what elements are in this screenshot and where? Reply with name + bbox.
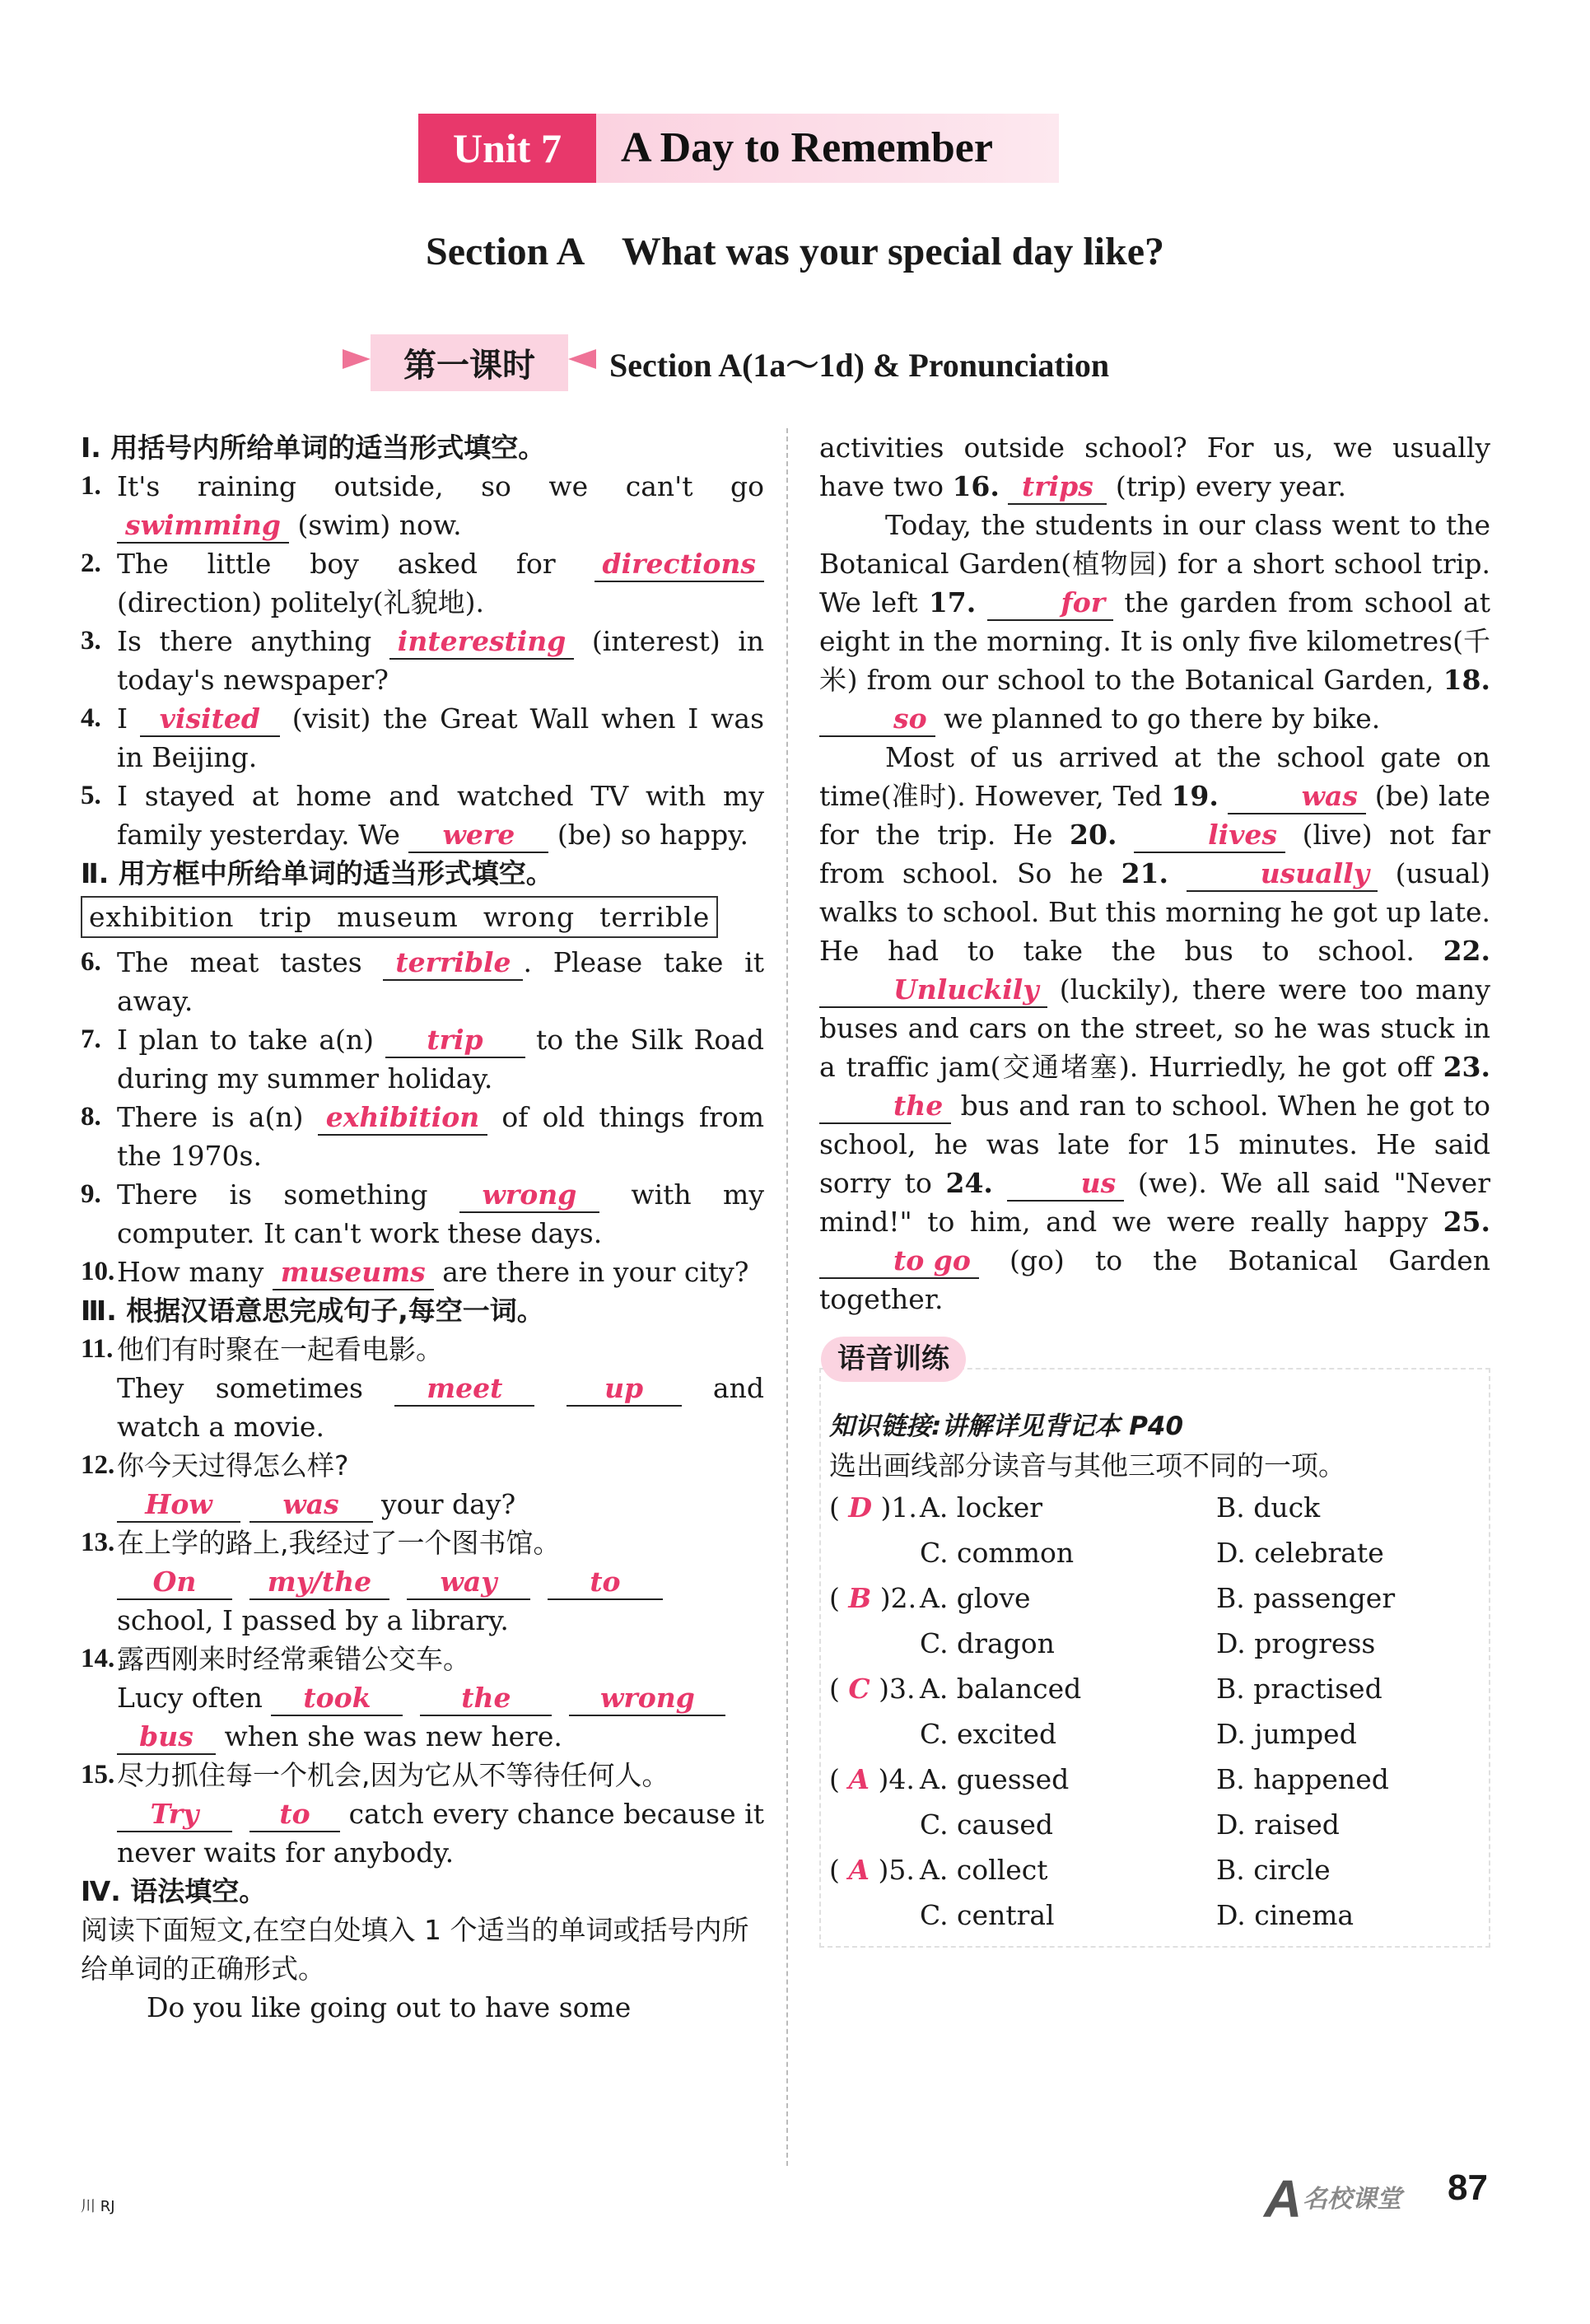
question-number: 2. [890,1582,917,1614]
question-number: 5. [888,1854,915,1886]
question-number: 3. [81,626,101,656]
question-text: (interest) in today's newspaper? [117,625,764,696]
question-item [81,699,764,777]
lesson-bar [346,329,1109,395]
answer-cell: ( D )1. [829,1491,917,1524]
answer-letter: B [848,1582,872,1614]
part4-instruction: 阅读下面短文,在空白处填入 1 个适当的单词或括号内所给单词的正确形式。 [81,1914,749,1985]
question-12: 12. 你今天过得怎么样? How was your day? [81,1446,764,1524]
question-body [117,1020,764,1098]
pronunciation-row [829,1485,1480,1530]
option-a: C. dragon [920,1627,1055,1659]
question-body [117,943,764,1020]
word-box-word: terrible [599,901,711,933]
question-text: How many [117,1256,273,1288]
answer-blank: meet [394,1372,534,1407]
option-a: C. common [920,1537,1075,1569]
answer-blank: wrong [459,1178,599,1213]
answer-cell [829,1892,920,1938]
question-item [81,1020,764,1098]
answer-blank: for [987,586,1114,621]
answer-cell: ( A )5. [829,1854,915,1886]
question-text: are there in your city? [433,1256,749,1288]
answer-blank: bus [117,1720,216,1755]
part3-heading: Ⅲ. 根据汉语意思完成句子,每空一词。 [81,1295,544,1327]
question-13: 13. 在上学的路上,我经过了一个图书馆。 On my/the way to school, I passed by a library. [81,1524,764,1640]
answer-blank: Try [117,1798,232,1832]
answer-letter: D [848,1491,872,1524]
question-item [81,777,764,854]
question-item [81,544,764,622]
question-number: 6. [81,947,101,977]
q15-chinese: 尽力抓住每一个机会,因为它从不等待任何人。 [117,1759,669,1791]
pronunciation-rows [829,1485,1480,1938]
answer-blank: the [420,1682,552,1716]
option-b: D. jumped [1216,1718,1357,1750]
lesson-tag: 第一课时 [371,334,568,391]
question-14: 14. 露西刚来时经常乘错公交车。 Lucy often took the wrong bus when she was new here. [81,1640,764,1756]
question-text: (visit) the Great Wall when I was in Beijing. [117,702,765,773]
question-text: (be) so happy. [548,819,748,851]
lesson-subtitle: Section A(1a～1d) & Pronunciation [609,346,1110,384]
question-body [117,544,764,622]
word-box-word: museum [337,901,459,933]
option-b: D. progress [1216,1627,1376,1659]
answer-cell [829,1530,920,1575]
option-a: A. glove [920,1582,1031,1614]
answer-letter: A [848,1763,870,1795]
answer-blank: were [408,819,548,853]
answer-blank: terrible [383,946,523,981]
option-b: B. circle [1216,1854,1331,1886]
question-body [117,699,764,777]
answer-blank: swimming [117,509,289,544]
question-text: It's raining outside, so we can't go [117,470,764,502]
option-a: C. caused [920,1808,1054,1841]
unit-title: A Day to Remember [596,114,1059,183]
answer-blank: exhibition [318,1101,488,1136]
part2-items [81,943,764,1291]
question-number: 10. [81,1257,115,1286]
question-body [117,467,764,544]
option-b: B. practised [1216,1673,1383,1705]
option-a: C. central [920,1899,1055,1931]
answer-blank: took [271,1682,403,1716]
question-body [117,1175,764,1253]
answer-blank: us [1007,1167,1125,1202]
question-text: The meat tastes [117,946,384,978]
option-b: D. raised [1216,1808,1340,1841]
word-box-word: exhibition [89,901,235,933]
question-number: 1. [891,1491,917,1524]
answer-blank: wrong [569,1682,725,1716]
question-number: 9. [81,1179,101,1209]
answer-cell [829,1621,920,1666]
logo-text: 名校课堂 [1303,2185,1401,2214]
question-number: 7. [81,1024,101,1054]
answer-cell: ( B )2. [829,1582,917,1614]
knowledge-link: 知识链接:讲解详见背记本 P40 [829,1412,1184,1441]
question-item [81,1253,764,1291]
question-text: with my computer. It can't work these days. [117,1178,764,1249]
word-box-word: trip [259,901,313,933]
right-column [819,428,1490,1948]
answer-blank: was [1228,780,1366,814]
answer-blank: museums [273,1256,434,1290]
question-item [81,467,764,544]
unit-title-banner [418,114,1059,183]
question-item [81,1175,764,1253]
answer-blank: to [548,1566,663,1600]
question-item [81,1098,764,1175]
question-body [117,1253,764,1291]
question-text: The little boy asked for [117,548,595,580]
pronunciation-row [829,1711,1480,1757]
answer-blank: On [117,1566,232,1600]
svg-text:A: A [1264,2169,1303,2228]
question-text: I stayed at home and watched TV with my family yesterday. We [117,780,764,851]
question-text: . Please take it away. [117,946,764,1017]
pronunciation-instruction: 选出画线部分读音与其他三项不同的一项。 [829,1449,1345,1482]
answer-blank: so [819,702,935,737]
answer-blank: was [249,1488,373,1523]
option-a: A. locker [920,1491,1043,1524]
q11-chinese: 他们有时聚在一起看电影。 [117,1333,443,1365]
pronunciation-row [829,1802,1480,1847]
question-body [117,622,764,699]
pronunciation-row [829,1847,1480,1892]
answer-blank: way [407,1566,530,1600]
pronunciation-box [819,1342,1490,1948]
question-item [81,943,764,1020]
question-text: of old things from the 1970s. [117,1101,764,1172]
answer-blank: to go [819,1244,979,1279]
q14-chinese: 露西刚来时经常乘错公交车。 [117,1643,470,1675]
answer-blank: my/the [249,1566,389,1600]
answer-blank: visited [140,702,280,737]
edition-mark: 川 RJ [81,2198,115,2215]
pronunciation-row [829,1666,1480,1711]
question-text: (swim) now. [288,509,462,541]
answer-letter: C [848,1673,870,1705]
pronunciation-row [829,1621,1480,1666]
passage-start: Do you like going out to have some [147,1991,632,2023]
question-number: 4. [81,703,101,733]
part2-heading: Ⅱ. 用方框中所给单词的适当形式填空。 [81,857,553,889]
pronunciation-tag: 语音训练 [821,1337,966,1382]
word-box [81,896,718,938]
unit-number: Unit 7 [418,114,596,183]
option-b: B. happened [1216,1763,1389,1795]
part4-heading: Ⅳ. 语法填空。 [81,1875,267,1907]
answer-cell: ( A )4. [829,1763,915,1795]
answer-blank: usually [1187,857,1378,892]
left-column [81,428,764,2027]
pronunciation-row [829,1575,1480,1621]
answer-letter: A [848,1854,870,1886]
answer-blank: to [249,1798,340,1832]
question-text: There is something [117,1178,459,1211]
question-body [117,777,764,854]
option-a: A. guessed [920,1763,1070,1795]
question-text: There is a(n) [117,1101,318,1133]
option-b: B. duck [1216,1491,1321,1524]
question-number: 3. [889,1673,916,1705]
question-number: 5. [81,781,101,810]
option-a: A. collect [920,1854,1048,1886]
question-text: I plan to take a(n) [117,1024,385,1056]
question-body [117,1098,764,1175]
part1-heading: Ⅰ. 用括号内所给单词的适当形式填空。 [81,432,546,464]
part1-items [81,467,764,854]
option-b: D. celebrate [1216,1537,1384,1569]
passage-para-1: activities outside school? For us, we usually have two 16. trips (trip) every year. [819,428,1490,506]
option-a: C. excited [920,1718,1057,1750]
question-text: (direction) politely(礼貌地). [117,586,484,618]
answer-blank: Unluckily [819,973,1047,1008]
option-b: B. passenger [1216,1582,1396,1614]
question-11: 11. 他们有时聚在一起看电影。 They sometimes meet up and watch a movie. [81,1330,764,1446]
q12-chinese: 你今天过得怎么样? [117,1449,349,1482]
column-divider [786,428,788,2166]
answer-cell: ( C )3. [829,1673,916,1705]
answer-blank: trips [1008,470,1107,505]
passage-para-3: Most of us arrived at the school gate on time(准时). However, Ted 19. was (be) late for the trip. He 20. lives (live) not far from school. So he 21. usually (usual) walks to school. But this morning he got up late. He had to take the bus to school. 22. Unluckily (luckily), there were too many buses and cars on the street, so he was stuck in a traffic jam(交通堵塞). Hurriedly, he got off 23. the bus and ran to school. When he got to school, he was late for 15 minutes. He said sorry to 24. us (we). We all said "Never mind!" to him, and we were really happy 25. to go (go) to the Botanical Garden together. [819,741,1490,1315]
question-item [81,622,764,699]
answer-blank: How [117,1488,240,1523]
option-b: D. cinema [1216,1899,1355,1931]
answer-blank: the [819,1090,951,1124]
question-number: 4. [888,1763,915,1795]
question-text: Is there anything [117,625,389,657]
question-number: 2. [81,548,101,578]
answer-blank: interesting [389,625,575,660]
question-15: 15. 尽力抓住每一个机会,因为它从不等待任何人。 Try to catch every chance because it never waits for anybody. [81,1756,764,1872]
question-text: to the Silk Road during my summer holiday. [117,1024,764,1094]
page-number: 87 [1448,2168,1488,2208]
q13-chinese: 在上学的路上,我经过了一个图书馆。 [117,1527,561,1559]
answer-blank: up [567,1372,682,1407]
question-text: I [117,702,140,735]
question-number: 1. [81,471,101,501]
pronunciation-row [829,1892,1480,1938]
pronunciation-row [829,1757,1480,1802]
answer-blank: lives [1134,819,1285,853]
answer-cell [829,1802,920,1847]
option-a: A. balanced [920,1673,1082,1705]
publisher-logo [1260,2166,1424,2232]
pronunciation-row [829,1530,1480,1575]
word-box-word: wrong [483,901,576,933]
section-heading: Section A What was your special day like? [426,230,1164,273]
answer-blank: directions [595,548,764,582]
question-number: 8. [81,1102,101,1132]
answer-cell [829,1711,920,1757]
passage-para-2: Today, the students in our class went to the Botanical Garden(植物园) for a short school trip. We left 17. for the garden from school at eight in the morning. It is only five kilometres(千米) from our school to the Botanical Garden, 18. so we planned to go there by bike. [819,506,1490,738]
answer-blank: trip [385,1024,525,1058]
